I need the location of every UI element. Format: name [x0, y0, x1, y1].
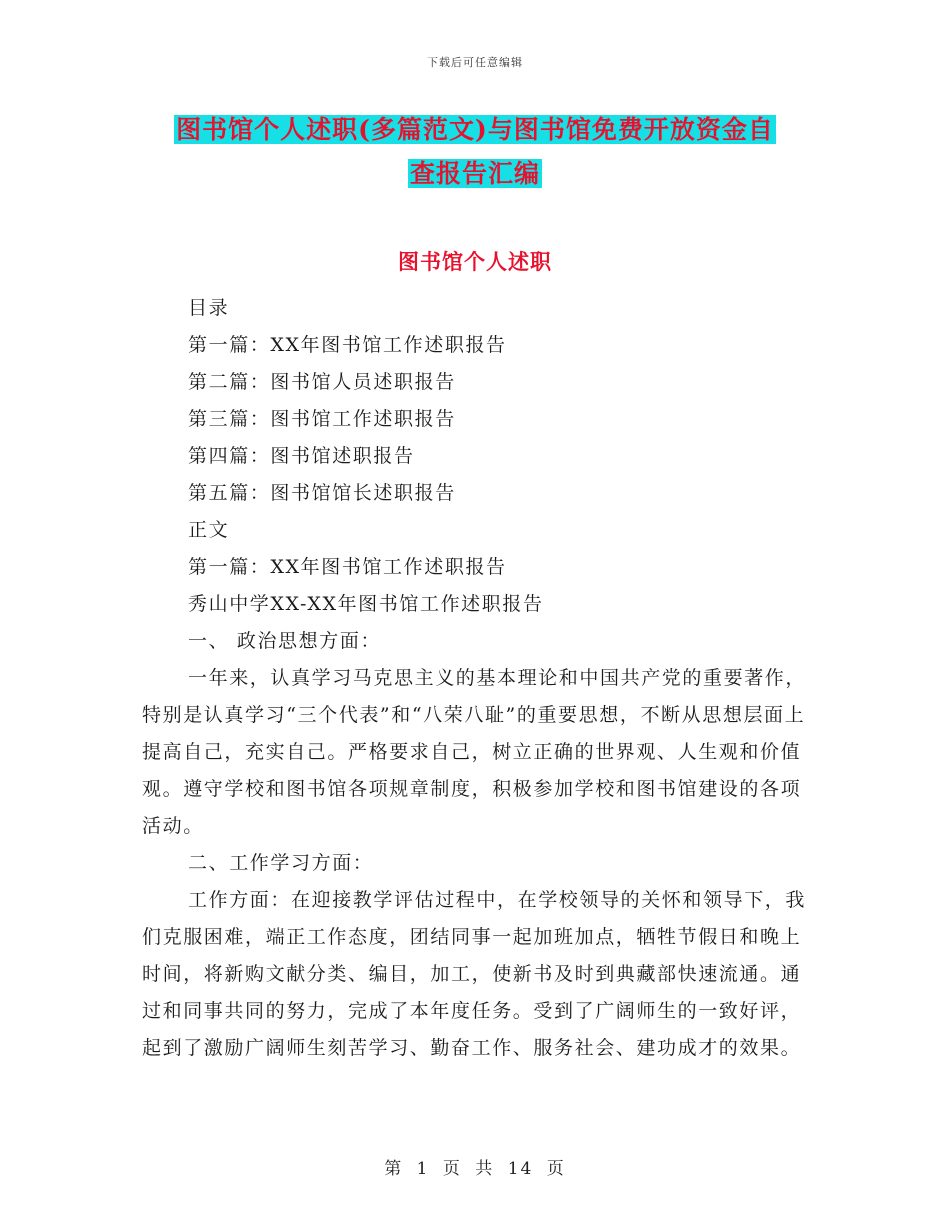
main-heading: 正文 [188, 519, 230, 541]
section-title: 图书馆个人述职 [398, 249, 552, 274]
toc-item: 第一篇：XX年图书馆工作述职报告 [188, 334, 507, 356]
document-title-text-2: 查报告汇编 [409, 159, 540, 188]
paragraph: 工作方面：在迎接教学评估过程中，在学校领导的关怀和领导下，我们克服困难，端正工作态度，团结同事一起加班加点，牺牲节假日和晚上时间，将新购文献分类、编目，加工，使新书及时到典藏部快速流通。通过和同事共同的努力，完成了本年度任务。受到了广阔师生的一致好评，起到了激励广阔师生刻苦学习、勤奋工作、服务社会、建功成才的效果。 [142, 889, 807, 1059]
toc-item: 第二篇：图书馆人员述职报告 [188, 371, 456, 393]
section-heading: 一、 政治思想方面： [188, 630, 382, 652]
toc-item: 第五篇：图书馆馆长述职报告 [188, 482, 456, 504]
page-footer: 第 1 页 共 14 页 [384, 1159, 566, 1179]
document-title-line-2 [0, 152, 950, 195]
toc-item: 第三篇：图书馆工作述职报告 [188, 408, 456, 430]
chapter-title: 第一篇：XX年图书馆工作述职报告 [188, 556, 507, 578]
report-title: 秀山中学XX-XX年图书馆工作述职报告 [188, 593, 544, 615]
paragraph: 一年来，认真学习马克思主义的基本理论和中国共产党的重要著作，特别是认真学习“三个代表”和“八荣八耻”的重要思想，不断从思想层面上提高自己，充实自己。严格要求自己，树立正确的世界观、人生观和价值观。遵守学校和图书馆各项规章制度，积极参加学校和图书馆建设的各项活动。 [142, 667, 807, 837]
document-title-line-1 [0, 108, 950, 151]
header-note: 下载后可任意编辑 [427, 56, 523, 69]
toc-item: 第四篇：图书馆述职报告 [188, 445, 415, 467]
toc-heading: 目录 [188, 297, 230, 319]
document-title-text-1: 图书馆个人述职(多篇范文)与图书馆免费开放资金自 [176, 115, 774, 144]
section-heading: 二、工作学习方面： [188, 852, 374, 874]
document-body [142, 290, 810, 1067]
